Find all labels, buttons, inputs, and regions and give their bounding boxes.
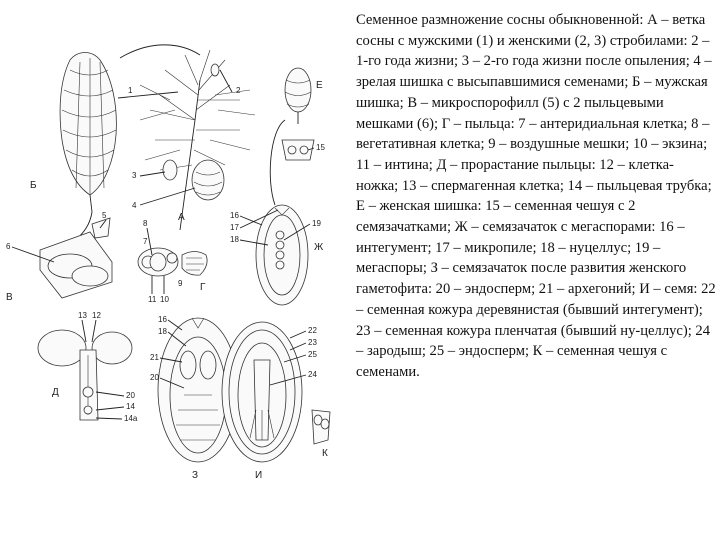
leader-2 bbox=[220, 70, 232, 92]
label-8: 8 bbox=[143, 219, 148, 228]
label-23: 23 bbox=[308, 338, 317, 347]
pine-reproduction-figure bbox=[0, 0, 350, 540]
label-24: 24 bbox=[308, 370, 317, 379]
label-15: 15 bbox=[316, 143, 325, 152]
leader-16 bbox=[240, 216, 262, 225]
ovule-megaspores-illustration bbox=[256, 205, 308, 305]
microsporophyll-illustration bbox=[40, 218, 112, 298]
pine-branch-illustration bbox=[140, 50, 255, 230]
leader-20-left bbox=[96, 392, 124, 396]
label-5: 5 bbox=[102, 211, 107, 220]
label-25: 25 bbox=[308, 350, 317, 359]
label-18: 18 bbox=[230, 235, 239, 244]
panel-label-ZH: Ж bbox=[314, 242, 324, 253]
label-18-z: 18 bbox=[158, 327, 167, 336]
label-2: 2 bbox=[236, 86, 241, 95]
cycle-arrow-right bbox=[270, 120, 285, 205]
seed-scale-illustration bbox=[312, 410, 330, 444]
panel-label-E: Е bbox=[316, 80, 323, 91]
female-cone-illustration bbox=[282, 68, 314, 160]
label-11: 11 bbox=[148, 295, 157, 304]
label-10: 10 bbox=[160, 295, 169, 304]
leader-3 bbox=[140, 172, 165, 176]
panel-label-A: А bbox=[178, 212, 185, 223]
panel-label-V: В bbox=[6, 292, 13, 303]
label-14a: 14а bbox=[124, 414, 138, 423]
label-12: 12 bbox=[92, 311, 101, 320]
leader-14a bbox=[96, 418, 122, 419]
panel-label-D: Д bbox=[52, 387, 59, 398]
label-1: 1 bbox=[128, 86, 133, 95]
label-17: 17 bbox=[230, 223, 239, 232]
pollen-germination-illustration bbox=[38, 330, 132, 420]
leader-1 bbox=[118, 92, 178, 98]
panel-label-Z: З bbox=[192, 470, 199, 481]
figure-caption: Семенное размножение сосны обыкновенной: А – ветка сосны с мужскими (1) и женскими (2, 3) стробилами: 2 – 1-го года жизни; 3 – 2-го года жизни после опыления; 4 – зрелая шишка с высыпавшимися семенами; Б – мужская шишка; В – микроспорофилл (5) с 2 пыльцевыми мешками (6); Г – пыльца: 7 – антеридиальная клетка; 8 – вегетативная клетка; 9 – воздушные мешки; 10 – экзина; 11 – интина; Д – прорастание пыльцы: 12 – клетка-ножка; 13 – спермагенная клетка; 14 – пыльцевая трубка; Е – женская шишка: 15 – семенная чешуя с 2 семязачатками; Ж – семязачаток с мегаспорами: 16 – интегумент; 17 – микропиле; 18 – нуцеллус; 19 – мегаспоры; З – семязачаток после развития женского гаметофита: 20 – эндосперм; 21 – архегоний; И – семя: 22 – семенная кожура деревянистая (бывший интегумент); 23 – семенная кожура пленчатая (бывший ну-целлус); 24 – зародыш; 25 – эндосперм; К – семенная чешуя с семенами. bbox=[356, 12, 716, 380]
cycle-arrow-top bbox=[120, 45, 200, 58]
panel-label-K: К bbox=[322, 448, 328, 459]
pollen-illustration bbox=[138, 248, 207, 276]
label-16-z: 16 bbox=[158, 315, 167, 324]
label-9: 9 bbox=[178, 279, 183, 288]
panel-label-G: Г bbox=[200, 282, 206, 293]
male-cone-illustration bbox=[60, 53, 116, 213]
label-13: 13 bbox=[78, 311, 87, 320]
label-20-left: 20 bbox=[126, 391, 135, 400]
label-3: 3 bbox=[132, 171, 137, 180]
label-14: 14 bbox=[126, 402, 135, 411]
label-21: 21 bbox=[150, 353, 159, 362]
label-7: 7 bbox=[143, 237, 148, 246]
leader-14 bbox=[96, 407, 124, 410]
label-20: 20 bbox=[150, 373, 159, 382]
leader-22 bbox=[290, 331, 306, 338]
label-22: 22 bbox=[308, 326, 317, 335]
panel-label-B: Б bbox=[30, 180, 37, 191]
label-6: 6 bbox=[6, 242, 11, 251]
label-4: 4 bbox=[132, 201, 137, 210]
leader-16-z bbox=[168, 320, 182, 330]
label-19: 19 bbox=[312, 219, 321, 228]
leader-4 bbox=[140, 188, 195, 205]
seed-illustration bbox=[222, 322, 302, 462]
label-16: 16 bbox=[230, 211, 239, 220]
panel-label-I: И bbox=[255, 470, 263, 481]
